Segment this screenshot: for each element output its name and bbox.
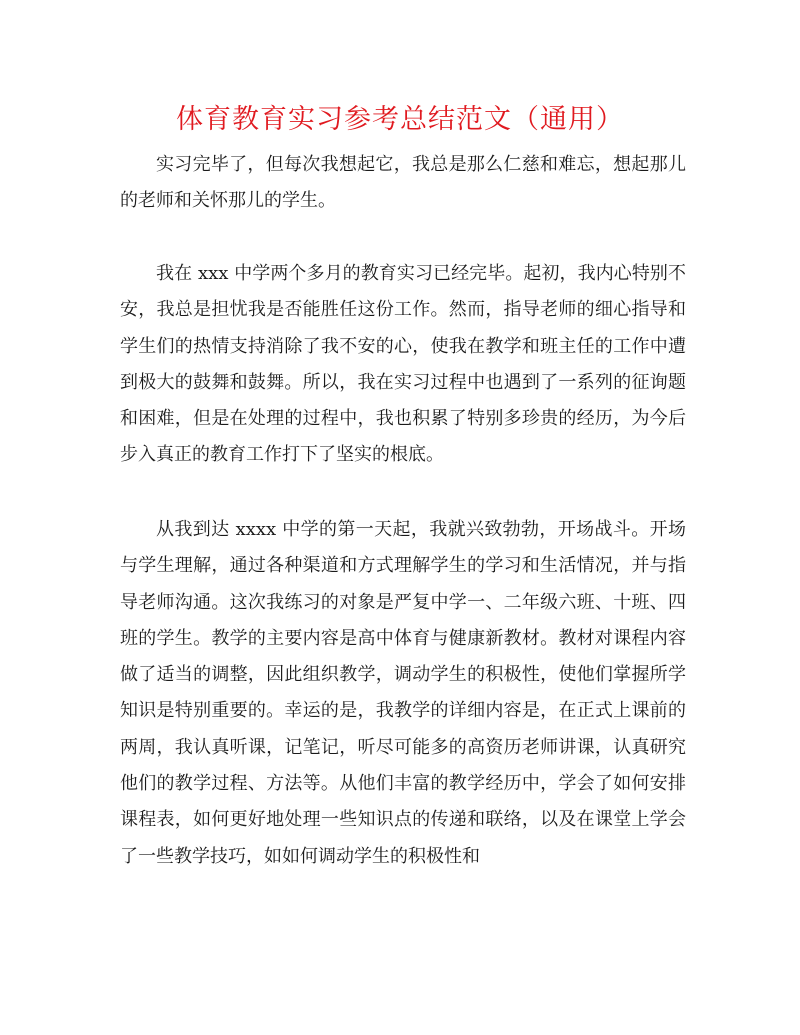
paragraph: 从我到达 xxxx 中学的第一天起，我就兴致勃勃，开场战斗。开场与学生理解，通过各种渠道和方式理解学生的学习和生活情况，并与指导老师沟通。这次我练习的对象是严复中学一、二年级六班、十班、四班的学生。教学的主要内容是高中体育与健康新教材。教材对课程内容做了适当的调整，因此组织教学，调动学生的积极性，使他们掌握所学知识是特别重要的。幸运的是，我教学的详细内容是，在正式上课前的两周，我认真听课，记笔记，听尽可能多的高资历老师讲课，认真研究他们的教学过程、方法等。从他们丰富的教学经历中，学会了如何安排课程表，如何更好地处理一些知识点的传递和联络，以及在课堂上学会了一些教学技巧，如如何调动学生的积极性和 (120, 519, 686, 867)
paragraph-block-1 (120, 147, 686, 220)
paragraph-block-2 (120, 256, 686, 474)
paragraph: 我在 xxx 中学两个多月的教育实习已经完毕。起初，我内心特别不安，我总是担忧我是否能胜任这份工作。然而，指导老师的细心指导和学生们的热情支持消除了我不安的心，使我在教学和班主任的工作中遭到极大的鼓舞和鼓舞。所以，我在实习过程中也遇到了一系列的征询题和困难，但是在处理的过程中，我也积累了特别多珍贵的经历，为今后步入真正的教育工作打下了坚实的根底。 (120, 263, 686, 466)
document-title: 体育教育实习参考总结范文（通用） (176, 104, 624, 135)
paragraph-block-3 (120, 512, 686, 875)
paragraph: 实习完毕了，但每次我想起它，我总是那么仁慈和难忘，想起那儿的老师和关怀那儿的学生。 (120, 154, 686, 212)
